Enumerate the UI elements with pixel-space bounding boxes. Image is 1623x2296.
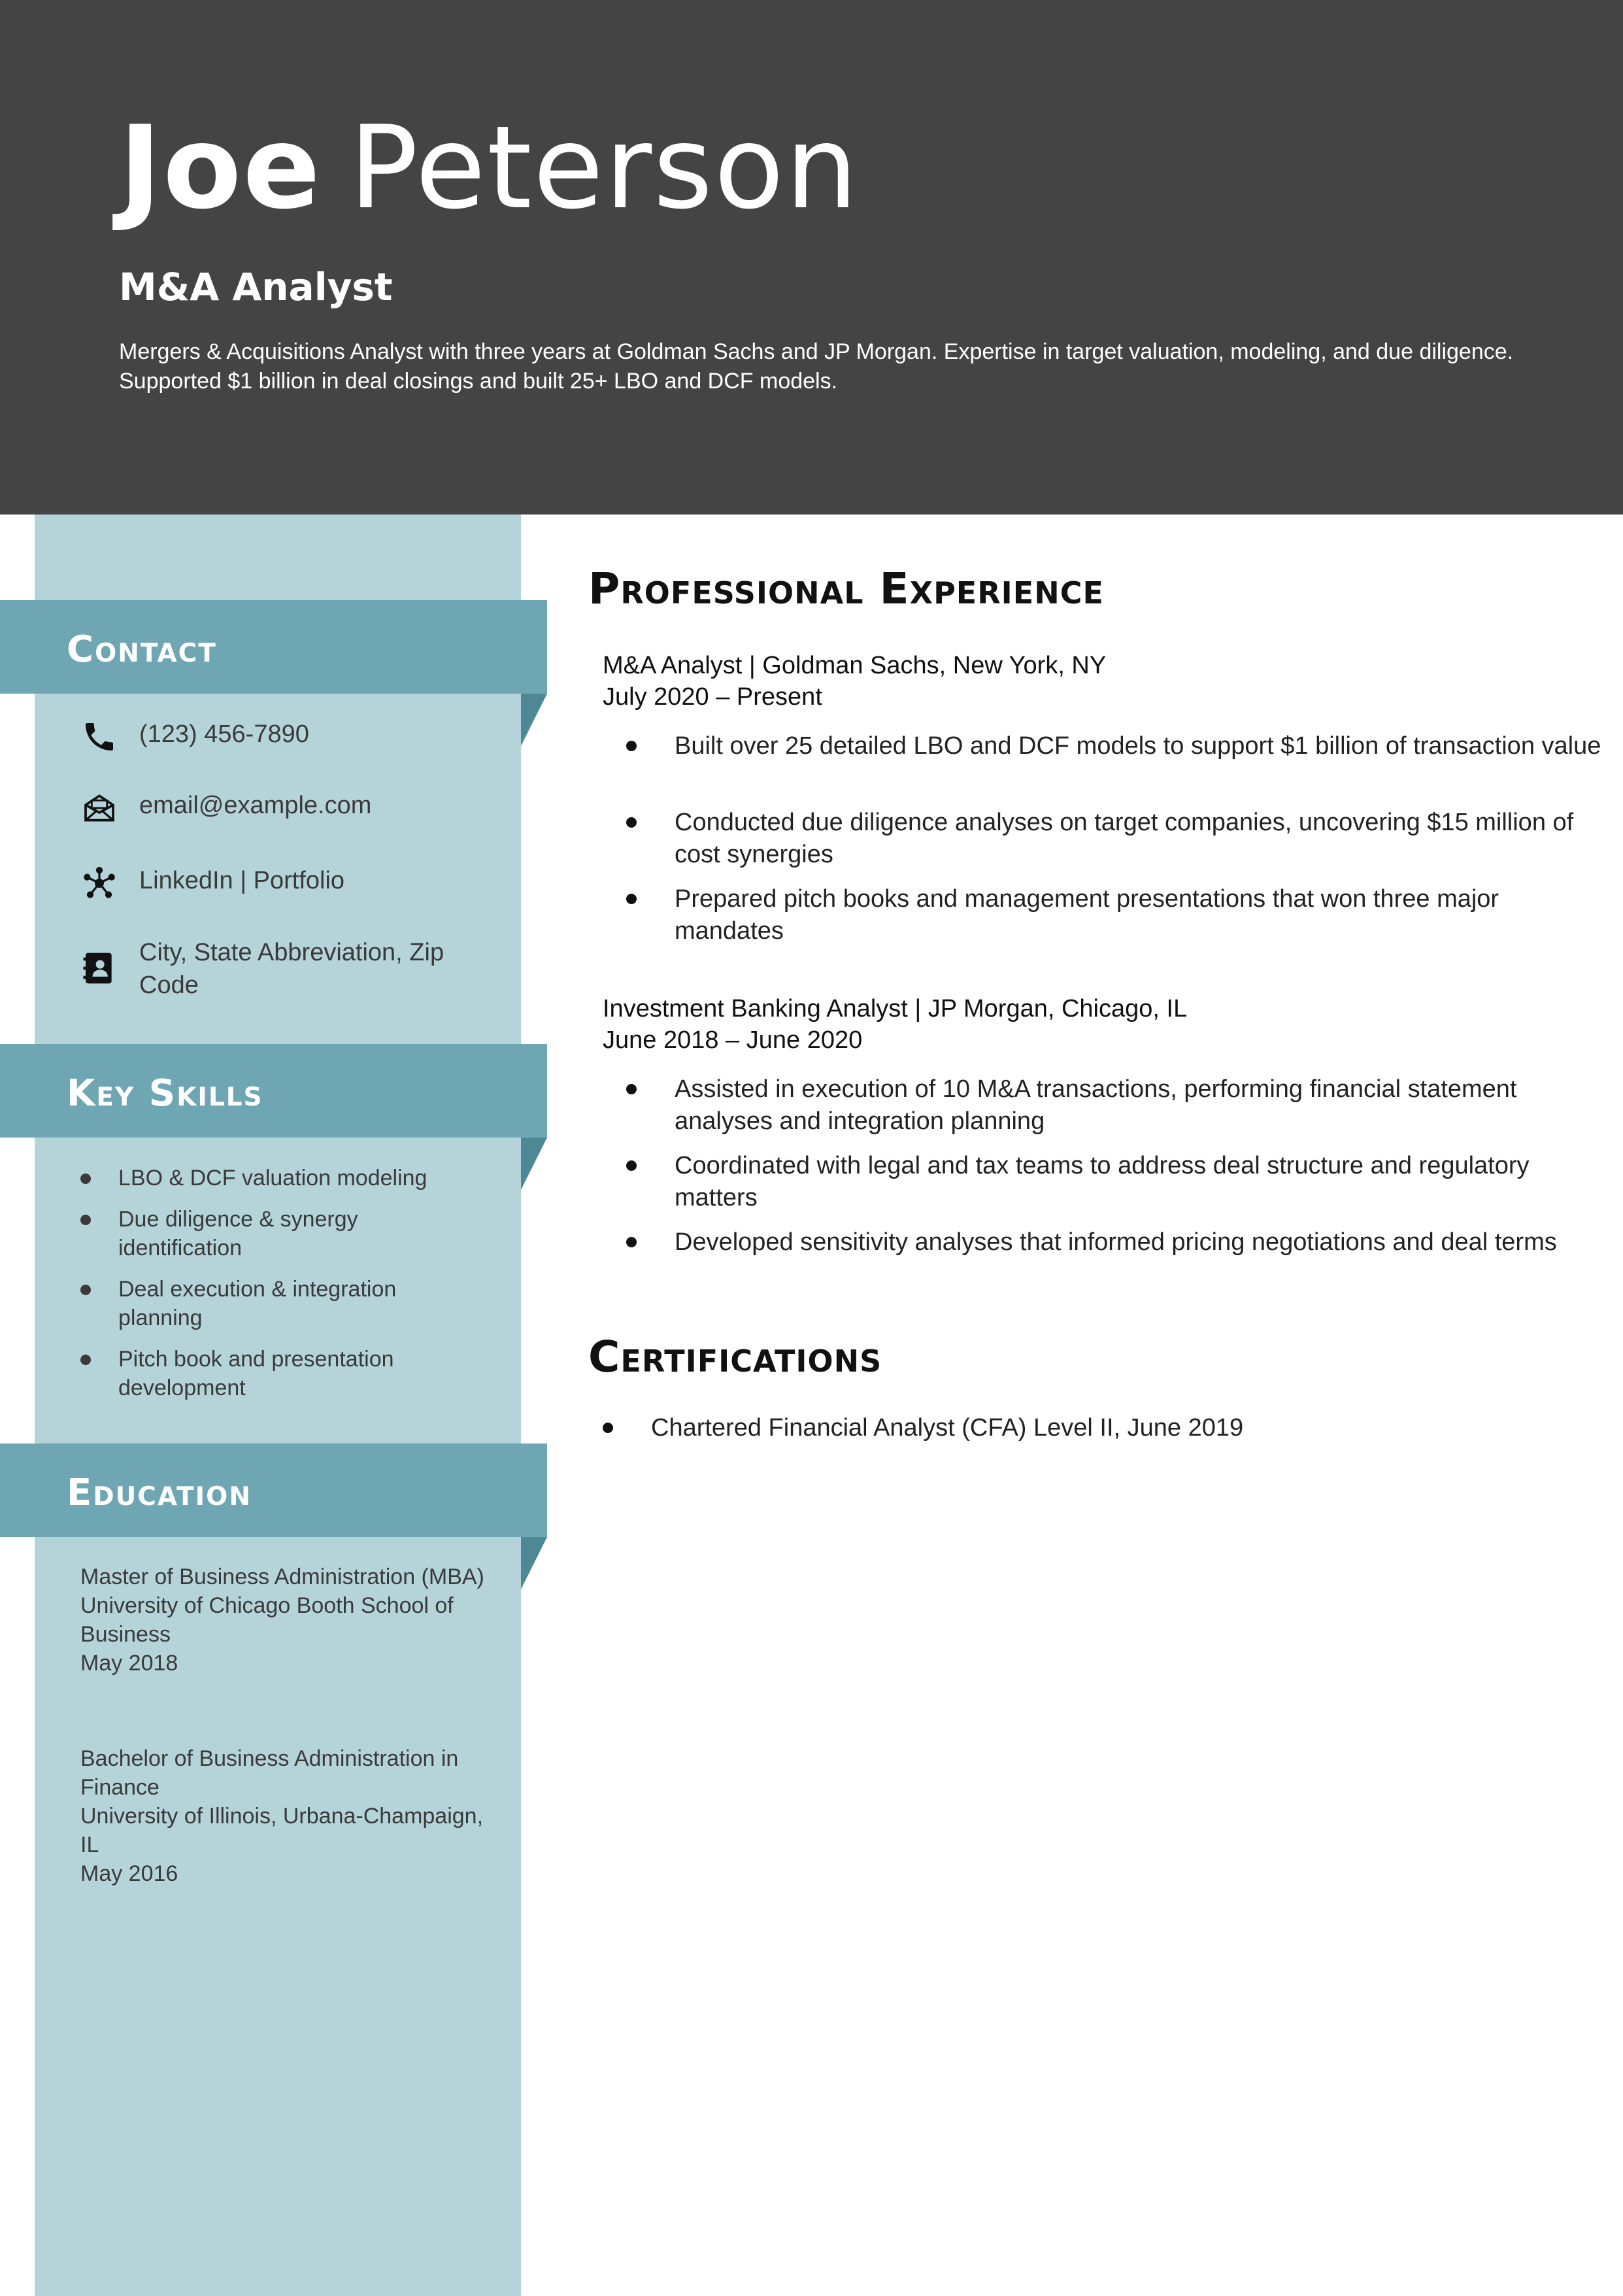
education-date: May 2016 — [80, 1861, 178, 1886]
bullet-dot — [626, 894, 637, 904]
bullet-dot — [626, 1084, 637, 1094]
education-heading: Education — [67, 1472, 252, 1514]
education-entry — [80, 1744, 499, 1888]
bullet-dot — [626, 741, 637, 751]
job-bullet — [626, 1073, 1603, 1138]
network-icon — [80, 864, 118, 902]
contact-links — [80, 864, 505, 902]
contact-email-text: email@example.com — [139, 792, 372, 819]
bullet-dot — [603, 1423, 613, 1433]
skill-item — [80, 1205, 484, 1262]
job-title: M&A Analyst — [119, 265, 393, 309]
email-icon — [80, 789, 118, 827]
job-bullet-text: Conducted due diligence analyses on target companies, uncovering $15 million of cost synergies — [675, 809, 1574, 868]
summary: Mergers & Acquisitions Analyst with three years at Goldman Sachs and JP Morgan. Expertise in target valuation, modeling, and due diligence. Supported $1 billion in deal closings and built 25+ LBO and DCF models. — [119, 339, 1514, 394]
contact-banner — [0, 600, 547, 694]
bullet-dot — [626, 817, 637, 828]
experience-heading: Professional Experience — [588, 564, 1104, 614]
education-degree: Master of Business Administration (MBA) — [80, 1564, 484, 1589]
education-degree: Bachelor of Business Administration in Finance — [80, 1746, 459, 1800]
education-date: May 2018 — [80, 1651, 178, 1676]
bullet-dot — [80, 1355, 91, 1365]
first-name: Joe — [119, 102, 322, 235]
contact-phone-text: (123) 456-7890 — [139, 720, 309, 748]
education-school: University of Chicago Booth School of Business — [80, 1593, 454, 1647]
contact-phone — [80, 718, 505, 756]
sidebar — [35, 515, 521, 2296]
bullet-dot — [626, 1237, 637, 1247]
bullet-dot — [626, 1160, 637, 1171]
job-bullet-text: Developed sensitivity analyses that informed pricing negotiations and deal terms — [675, 1228, 1557, 1256]
skill-text: LBO & DCF valuation modeling — [118, 1166, 427, 1190]
education-banner — [0, 1443, 547, 1537]
job-bullet — [626, 730, 1603, 762]
education-banner-fold — [521, 1537, 547, 1589]
job-bullet-text: Prepared pitch books and management presentations that won three major mandates — [675, 885, 1499, 945]
last-name: Peterson — [349, 102, 860, 235]
bullet-dot — [80, 1173, 91, 1184]
job-role-line: M&A Analyst | Goldman Sachs, New York, NY — [603, 652, 1107, 679]
job-dates: July 2020 – Present — [603, 683, 822, 711]
skill-text: Deal execution & integration planning — [118, 1277, 397, 1330]
job-bullet-text: Coordinated with legal and tax teams to address deal structure and regulatory matters — [675, 1152, 1530, 1211]
candidate-name — [119, 102, 860, 235]
skill-text: Due diligence & synergy identification — [118, 1207, 358, 1260]
job-role-line: Investment Banking Analyst | JP Morgan, Chicago, IL — [603, 995, 1188, 1022]
skill-text: Pitch book and presentation development — [118, 1347, 394, 1400]
job-bullet — [626, 883, 1603, 947]
certifications-heading: Certifications — [588, 1332, 882, 1382]
education-school: University of Illinois, Urbana-Champaign, IL — [80, 1804, 484, 1857]
skill-item — [80, 1345, 484, 1402]
skill-item — [80, 1164, 484, 1192]
contact-address — [80, 936, 505, 1002]
certification-text: Chartered Financial Analyst (CFA) Level II, June 2019 — [651, 1414, 1244, 1442]
certification-item — [603, 1412, 1579, 1444]
job-bullet — [626, 1150, 1603, 1214]
skill-item — [80, 1275, 484, 1332]
skills-heading: Key Skills — [67, 1072, 263, 1115]
contact-heading: Contact — [67, 628, 217, 671]
job-dates: June 2018 – June 2020 — [603, 1026, 863, 1054]
header-band — [0, 0, 1623, 515]
education-entry — [80, 1562, 499, 1678]
job-bullet-text: Built over 25 detailed LBO and DCF models to support $1 billion of transaction value — [675, 732, 1601, 760]
contact-links-text: LinkedIn | Portfolio — [139, 867, 345, 894]
job-bullet-text: Assisted in execution of 10 M&A transactions, performing financial statement analyses and integration planning — [675, 1075, 1517, 1135]
bullet-dot — [80, 1215, 91, 1225]
skills-banner-fold — [521, 1138, 547, 1190]
contact-email — [80, 789, 505, 827]
job-bullet — [626, 1226, 1603, 1258]
contact-banner-fold — [521, 694, 547, 746]
contact-address-text: City, State Abbreviation, Zip Code — [139, 939, 444, 999]
phone-icon — [80, 718, 118, 756]
skills-banner — [0, 1044, 547, 1138]
job-bullet — [626, 807, 1603, 871]
bullet-dot — [80, 1285, 91, 1295]
address-book-icon — [80, 949, 118, 987]
